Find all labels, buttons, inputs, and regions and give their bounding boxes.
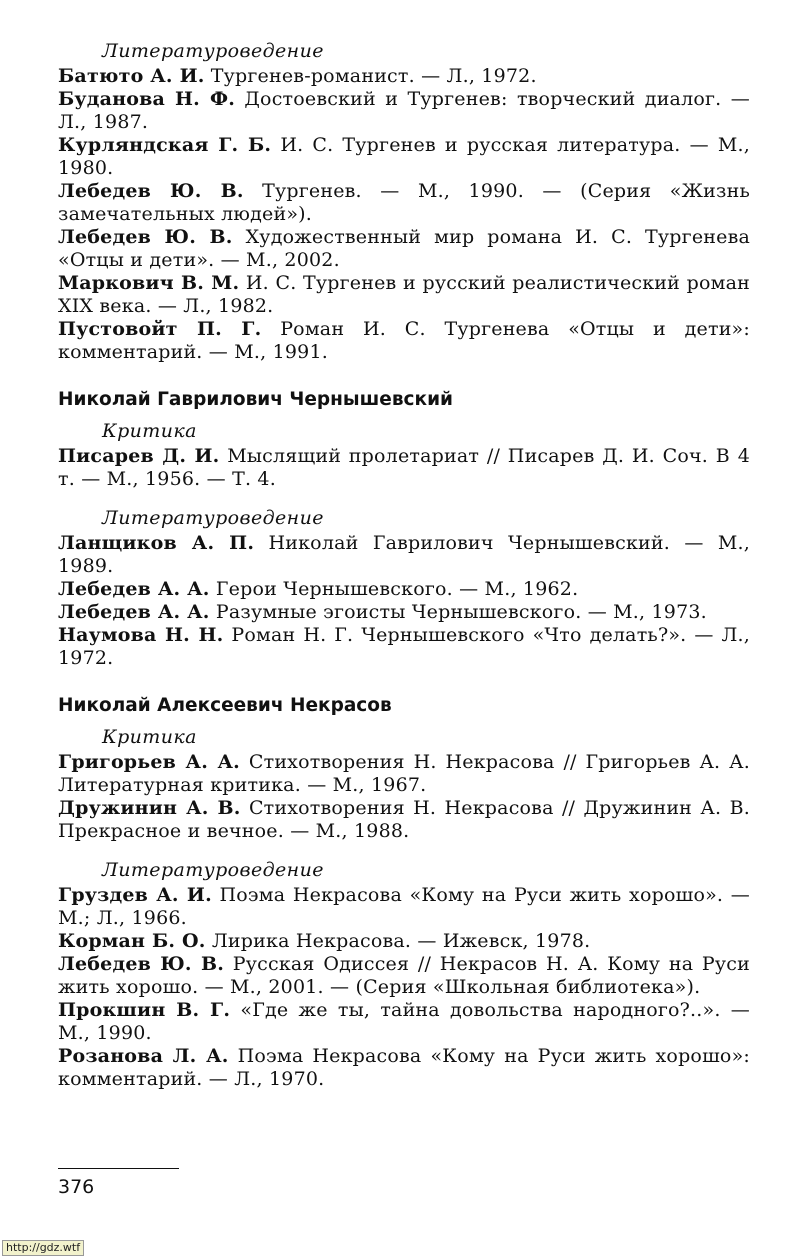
entry-list — [58, 532, 750, 670]
bibliography-entry — [58, 999, 750, 1045]
entry-author: Курляндская Г. Б. — [58, 134, 272, 156]
bibliography-entry — [58, 884, 750, 930]
bibliography-entry — [58, 226, 750, 272]
entry-text: Лирика Некрасова. — Ижевск, 1978. — [205, 930, 591, 952]
entry-author: Лебедев Ю. В. — [58, 180, 244, 202]
entry-text: Стихотворения Н. Некрасова // Григорьев А. А. Литературная критика. — М., 1967. — [58, 751, 750, 796]
entry-author: Лебедев Ю. В. — [58, 226, 233, 248]
bibliography-entry — [58, 272, 750, 318]
entry-text: Поэма Некрасова «Кому на Руси жить хорошо»: комментарий. — Л., 1970. — [58, 1045, 750, 1090]
subheading-lit: Литературоведение — [102, 859, 324, 881]
entry-author: Маркович В. М. — [58, 272, 240, 294]
chernyshevsky-section — [58, 388, 750, 670]
entry-list — [58, 65, 750, 364]
bibliography-entry — [58, 578, 750, 601]
entry-author: Наумова Н. Н. — [58, 624, 224, 646]
page-number: 376 — [58, 1176, 95, 1198]
bibliography-entry — [58, 318, 750, 364]
entry-author: Лебедев А. А. — [58, 578, 210, 600]
entry-text: Тургенев. — М., 1990. — (Серия «Жизнь замечательных людей»). — [58, 180, 750, 225]
entry-text: Тургенев-романист. — Л., 1972. — [204, 65, 537, 87]
entry-author: Батюто А. И. — [58, 65, 205, 87]
nekrasov-section — [58, 694, 750, 1091]
entry-text: Герои Чернышевского. — М., 1962. — [209, 578, 579, 600]
section-title: Николай Гаврилович Чернышевский — [58, 389, 454, 410]
entry-author: Григорьев А. А. — [58, 751, 240, 773]
entry-text: Николай Гаврилович Чернышевский. — М., 1989. — [58, 532, 750, 577]
bibliography-entry — [58, 88, 750, 134]
subheading-critique: Критика — [102, 420, 197, 442]
entry-text: Поэма Некрасова «Кому на Руси жить хорошо». — М.; Л., 1966. — [58, 884, 750, 929]
entry-author: Розанова Л. А. — [58, 1045, 229, 1067]
bibliography-content — [58, 40, 750, 1091]
bibliography-entry — [58, 953, 750, 999]
subheading-lit: Литературоведение — [102, 40, 324, 62]
entry-text: Стихотворения Н. Некрасова // Дружинин А. В. Прекрасное и вечное. — М., 1988. — [58, 797, 750, 842]
entry-list — [58, 884, 750, 1091]
entry-text: Роман И. С. Тургенева «Отцы и дети»: комментарий. — М., 1991. — [58, 318, 750, 363]
entry-text: Роман Н. Г. Чернышевского «Что делать?». — Л., 1972. — [58, 624, 751, 669]
bibliography-entry — [58, 65, 750, 88]
entry-text: «Где же ты, тайна довольства народного?..». — М., 1990. — [58, 999, 750, 1044]
bibliography-entry — [58, 601, 750, 624]
footer-rule — [58, 1168, 179, 1169]
bibliography-entry — [58, 797, 750, 843]
bibliography-entry — [58, 445, 750, 491]
bibliography-entry — [58, 532, 750, 578]
entry-author: Буданова Н. Ф. — [58, 88, 236, 110]
entry-author: Лебедев А. А. — [58, 601, 210, 623]
entry-author: Прокшин В. Г. — [58, 999, 231, 1021]
entry-text: Художественный мир романа И. С. Тургенева «Отцы и дети». — М., 2002. — [58, 226, 750, 271]
section-title: Николай Алексеевич Некрасов — [58, 695, 392, 716]
entry-text: Достоевский и Тургенев: творческий диалог. — Л., 1987. — [58, 88, 750, 133]
entry-author: Писарев Д. И. — [58, 445, 220, 467]
entry-author: Ланщиков А. П. — [58, 532, 255, 554]
subheading-lit: Литературоведение — [102, 507, 324, 529]
bibliography-entry — [58, 751, 750, 797]
entry-text: И. С. Тургенев и русский реалистический роман XIX века. — Л., 1982. — [58, 272, 750, 317]
bibliography-entry — [58, 134, 750, 180]
entry-list — [58, 445, 750, 491]
watermark-link[interactable]: http://gdz.wtf — [2, 1240, 84, 1256]
entry-author: Груздев А. И. — [58, 884, 212, 906]
entry-author: Лебедев Ю. В. — [58, 953, 225, 975]
bibliography-entry — [58, 930, 750, 953]
bibliography-entry — [58, 624, 750, 670]
entry-text: Мыслящий пролетариат // Писарев Д. И. Соч. В 4 т. — М., 1956. — Т. 4. — [58, 445, 751, 490]
entry-list — [58, 751, 750, 843]
entry-text: Разумные эгоисты Чернышевского. — М., 1973. — [209, 601, 707, 623]
entry-author: Пустовойт П. Г. — [58, 318, 262, 340]
entry-author: Дружинин А. В. — [58, 797, 241, 819]
subheading-critique: Критика — [102, 726, 197, 748]
entry-text: Русская Одиссея // Некрасов Н. А. Кому на Руси жить хорошо. — М., 2001. — (Серия «Школьная библиотека»). — [58, 953, 750, 998]
bibliography-entry — [58, 180, 750, 226]
turgenev-lit-section — [58, 40, 750, 364]
entry-author: Корман Б. О. — [58, 930, 206, 952]
bibliography-entry — [58, 1045, 750, 1091]
entry-text: И. С. Тургенев и русская литература. — М., 1980. — [58, 134, 750, 179]
